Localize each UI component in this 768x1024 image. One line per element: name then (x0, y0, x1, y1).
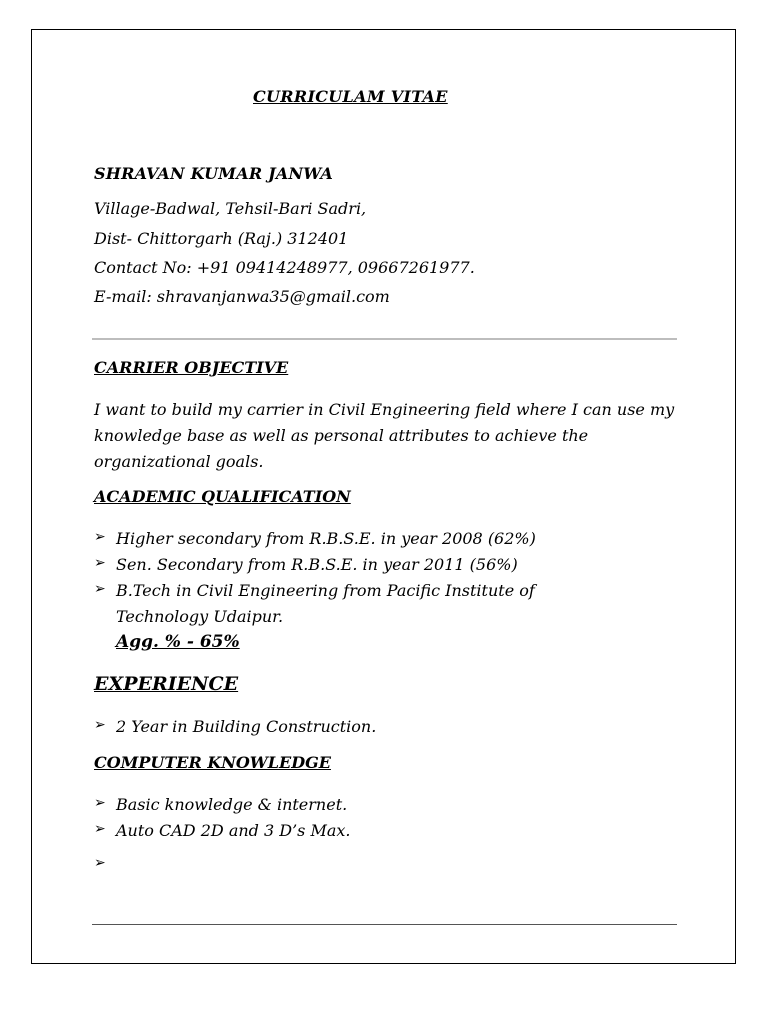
academic-item: ➢ Sen. Secondary from R.B.S.E. in year 2011 (56%) (94, 552, 518, 578)
document-title: CURRICULAM VITAE (253, 87, 448, 106)
arrow-bullet-icon: ➢ (94, 795, 106, 811)
experience-item: ➢ 2 Year in Building Construction. (94, 714, 376, 740)
academic-heading: ACADEMIC QUALIFICATION (94, 487, 351, 506)
email-address: E-mail: shravanjanwa35@gmail.com (94, 287, 390, 306)
arrow-bullet-icon: ➢ (94, 717, 106, 733)
computer-item: ➢ Basic knowledge & internet. (94, 792, 347, 818)
aggregate-percentage: Agg. % - 65% (116, 632, 240, 652)
arrow-bullet-icon: ➢ (94, 581, 106, 597)
candidate-name: SHRAVAN KUMAR JANWA (94, 164, 334, 183)
objective-text: I want to build my carrier in Civil Engineering field where I can use my knowledge base as well as personal attributes to achieve the organizational goals. (94, 400, 675, 471)
experience-heading: EXPERIENCE (94, 673, 239, 695)
arrow-bullet-icon: ➢ (94, 529, 106, 545)
arrow-bullet-icon: ➢ (94, 855, 106, 871)
computer-heading: COMPUTER KNOWLEDGE (94, 753, 331, 772)
objective-heading: CARRIER OBJECTIVE (94, 358, 289, 377)
contact-numbers: Contact No: +91 09414248977, 09667261977. (94, 258, 475, 277)
arrow-bullet-icon: ➢ (94, 555, 106, 571)
arrow-bullet-icon: ➢ (94, 821, 106, 837)
computer-item-empty (94, 852, 116, 874)
footer-divider (92, 924, 677, 925)
address-line-1: Village-Badwal, Tehsil-Bari Sadri, (94, 199, 367, 218)
academic-item: ➢ B.Tech in Civil Engineering from Pacific Institute of Technology Udaipur. (94, 578, 614, 630)
academic-item: ➢ Higher secondary from R.B.S.E. in year 2008 (62%) (94, 526, 536, 552)
address-line-2: Dist- Chittorgarh (Raj.) 312401 (94, 229, 349, 248)
computer-item: ➢ Auto CAD 2D and 3 D’s Max. (94, 818, 351, 844)
header-divider (92, 338, 677, 340)
